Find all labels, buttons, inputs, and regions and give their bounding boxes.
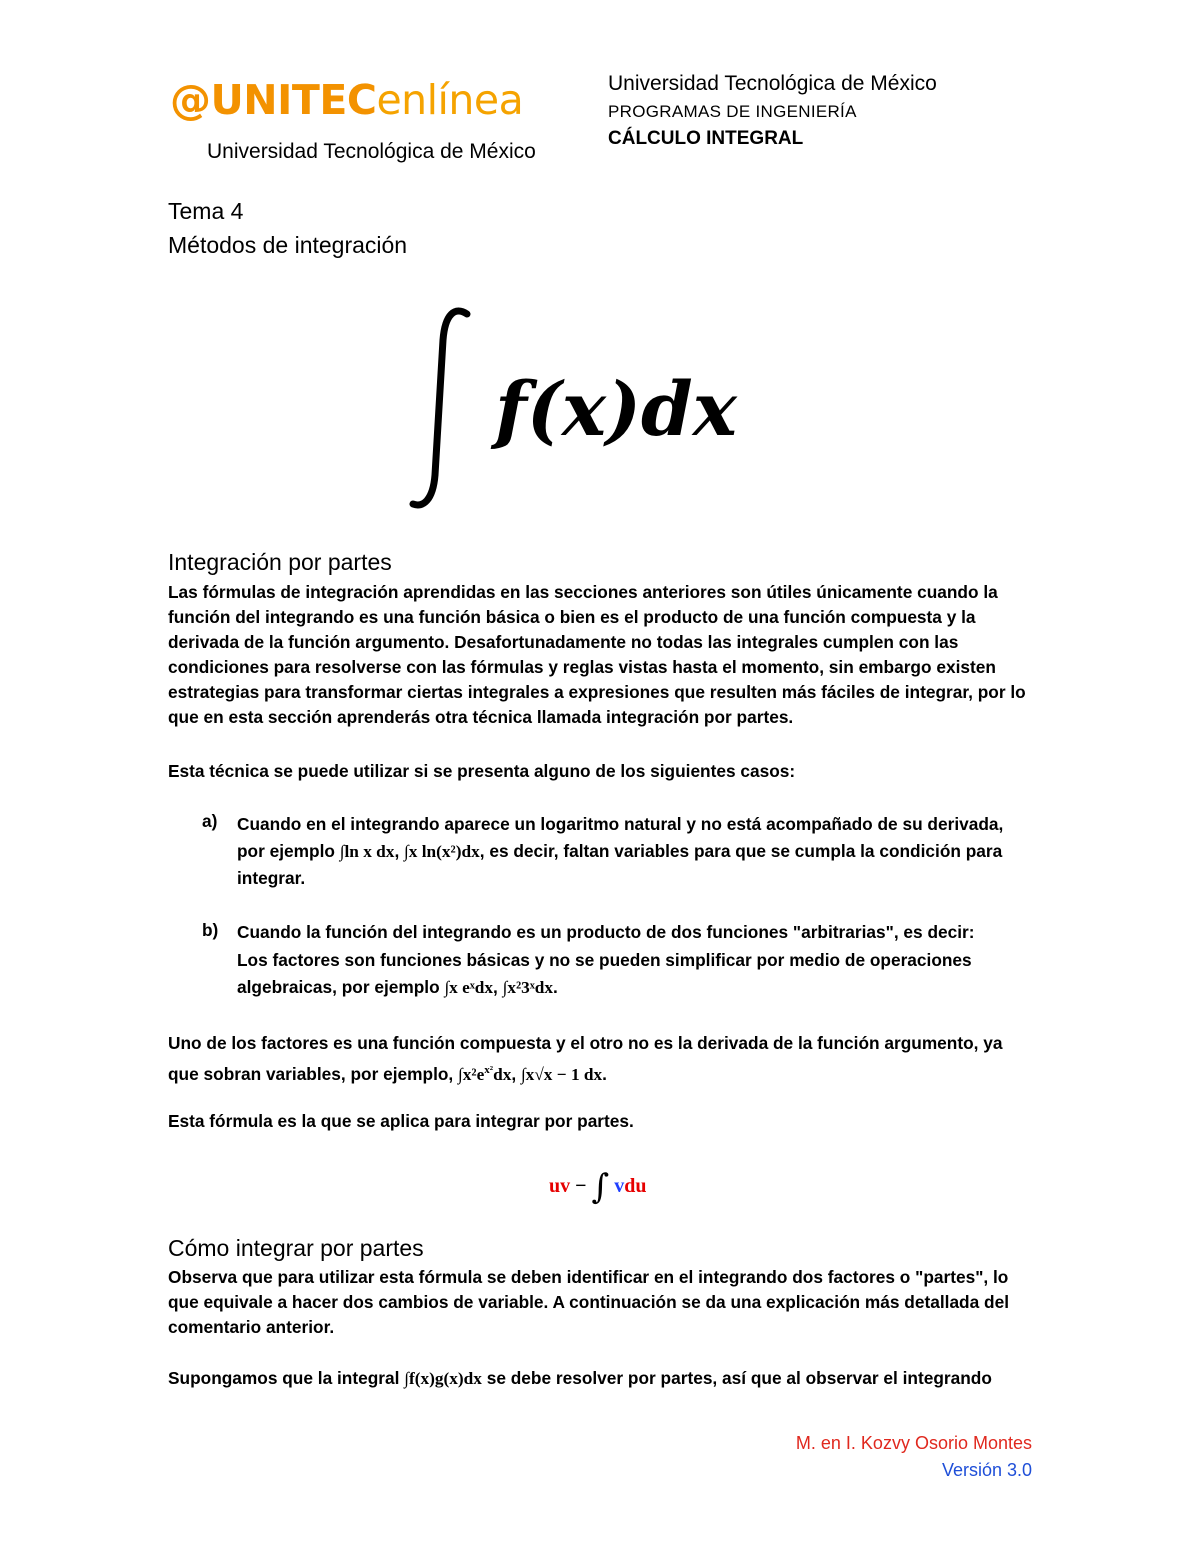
case-a-example2: ∫x ln(x²)dx	[404, 842, 480, 861]
case-a-label: a)	[202, 811, 218, 831]
logo-subtitle: Universidad Tecnológica de México	[207, 140, 536, 163]
header-program: PROGRAMAS DE INGENIERÍA	[608, 102, 857, 121]
case-b-line1: Cuando la función del integrando es un producto de dos funciones "arbitrarias", es decir:	[237, 922, 975, 942]
cases-intro: Esta técnica se puede utilizar si se presenta alguno de los siguientes casos:	[168, 761, 796, 781]
formula-intro: Esta fórmula es la que se aplica para integrar por partes.	[168, 1111, 634, 1131]
formula-minus: −	[570, 1175, 592, 1197]
section-heading-integracion: Integración por partes	[168, 549, 392, 575]
logo-light: enlínea	[376, 76, 524, 124]
suppose-example: ∫f(x)g(x)dx	[404, 1369, 482, 1388]
case-b-example2: ∫x²3ˣdx	[502, 978, 554, 997]
how-paragraph: Observa que para utilizar esta fórmula se deben identificar en el integrando dos factores o "partes", lo que equivale a hacer dos cambios de variable. A continuación se da una explicación más detallada del comentario anterior.	[168, 1267, 1009, 1337]
topic-title: Métodos de integración	[168, 232, 408, 258]
composite-example1-exponent: x²	[484, 1064, 494, 1076]
formula-du: du	[624, 1175, 647, 1197]
intro-paragraph: Las fórmulas de integración aprendidas en las secciones anteriores son útiles únicamente cuando la función del integrando es una función básica o bien es el producto de una función compuesta y la derivada de la función argumento. Desafortunadamente no todas las integrales cumplen con las condiciones para resolverse con las fórmulas y reglas vistas hasta el momento, sin embargo existen estrategias para transformar ciertas integrales a expresiones que resulten más fáciles de integrar, por lo que en esta sección aprenderás otra técnica llamada integración por partes.	[168, 582, 1026, 727]
suppose-paragraph	[168, 1366, 1048, 1391]
footer-author: M. en I. Kozvy Osorio Montes	[795, 1433, 1032, 1453]
formula-integral-sign: ∫	[591, 1167, 610, 1207]
main-integral-formula	[395, 300, 815, 520]
logo-at: @	[170, 76, 211, 124]
unitec-logo	[170, 76, 524, 124]
composite-example1-base: ∫x²e	[458, 1064, 485, 1084]
composite-example2: ∫x√x − 1 dx	[520, 1064, 603, 1084]
case-b-example1: ∫x eˣdx	[444, 978, 494, 997]
case-a-text1: Cuando en el integrando aparece un logaritmo natural y no está acompañado de su derivada, por ejemplo	[237, 814, 1004, 861]
case-a-example1: ∫ln x dx	[339, 842, 395, 861]
main-formula-text: f(x)dx	[495, 367, 737, 453]
composite-example1-tail: dx	[493, 1064, 512, 1084]
header-university: Universidad Tecnológica de México	[608, 72, 937, 95]
composite-text2: .	[602, 1063, 607, 1084]
case-b-text: Los factores son funciones básicas y no se pueden simplificar por medio de operaciones algebraicas, por ejemplo ∫x eˣdx, ∫x²3ˣdx.	[237, 950, 972, 997]
case-a-text: Cuando en el integrando aparece un logaritmo natural y no está acompañado de su derivada, por ejemplo ∫ln x dx, ∫x ln(x²)dx, es decir, faltan variables para que se cumpla la condición para integrar.	[237, 814, 1004, 888]
parts-formula	[549, 1167, 647, 1207]
suppose-text2: se debe resolver por partes, así que al observar el integrando	[481, 1368, 992, 1388]
composite-paragraph: Uno de los factores es una función compuesta y el otro no es la derivada de la función argumento, ya que sobran variables, por ejemplo, $\int x^2e^{x^2}dx$, ∫x√x − 1 dx.	[168, 1033, 1003, 1084]
formula-v: v	[614, 1175, 625, 1197]
case-b-label: b)	[202, 920, 219, 940]
case-b-text2: .	[553, 977, 558, 997]
integral-sign-icon	[413, 311, 467, 505]
composite-example1	[458, 1065, 511, 1084]
logo-strong: UNITEC	[210, 76, 377, 124]
footer-version: Versión 3.0	[941, 1460, 1032, 1480]
case-a-text2: , es decir, faltan variables para que se cumpla la condición para integrar.	[237, 841, 1003, 888]
header-course: CÁLCULO INTEGRAL	[608, 128, 804, 149]
formula-uv: uv	[549, 1175, 571, 1197]
composite-text1: Uno de los factores es una función compuesta y el otro no es la derivada de la función argumento, ya que sobran variables, por ejemplo,	[168, 1033, 1003, 1084]
suppose-text1: Supongamos que la integral	[168, 1368, 405, 1388]
topic-number: Tema 4	[168, 198, 244, 224]
case-b-text1: Los factores son funciones básicas y no se pueden simplificar por medio de operaciones algebraicas, por ejemplo	[237, 950, 972, 997]
section-heading-como-integrar: Cómo integrar por partes	[168, 1235, 424, 1261]
